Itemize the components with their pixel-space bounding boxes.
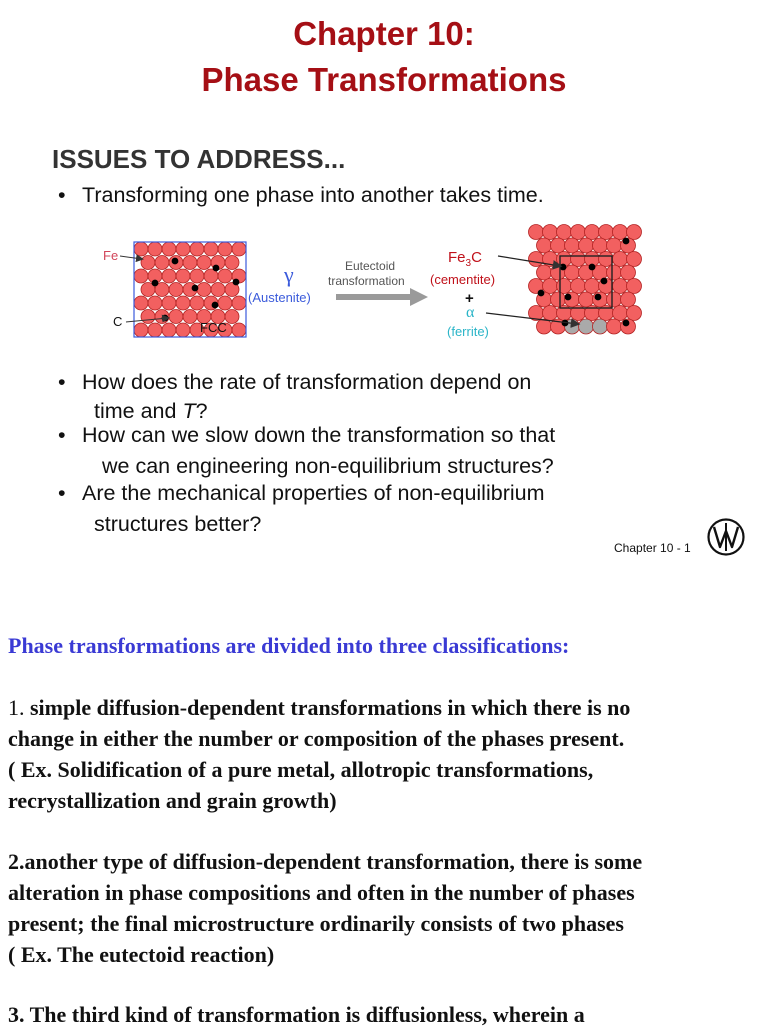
iron-atom — [599, 252, 614, 267]
iron-atom — [537, 238, 552, 253]
issues-heading: ISSUES TO ADDRESS... — [52, 144, 346, 174]
iron-atom — [607, 319, 622, 334]
iron-atom — [613, 279, 628, 294]
ferrite-label: (ferrite) — [447, 324, 489, 339]
iron-atom — [571, 279, 586, 294]
iron-atom — [176, 269, 190, 283]
bullet-4 — [58, 479, 545, 508]
cementite-label: (cementite) — [430, 272, 496, 287]
ferrite-atom — [593, 319, 608, 334]
iron-atom — [232, 296, 246, 310]
fe-pointer — [120, 256, 142, 259]
austenite-label: (Austenite) — [248, 290, 311, 305]
iron-atom — [148, 323, 162, 337]
iron-atom — [585, 225, 600, 240]
iron-atom — [183, 256, 197, 270]
paragraph-2 — [8, 846, 764, 970]
bullet-3 — [58, 421, 555, 450]
iron-atom — [551, 238, 566, 253]
paragraph-1-line: simple diffusion-dependent transformations in which there is no — [24, 695, 631, 720]
paragraph-3 — [8, 999, 764, 1030]
iron-atom — [218, 269, 232, 283]
paragraph-1-line: change in either the number or composition of the phases present. — [8, 726, 625, 751]
iron-atom — [621, 265, 636, 280]
carbon-atom — [595, 294, 601, 300]
iron-atom — [585, 279, 600, 294]
iron-atom — [176, 296, 190, 310]
paragraph-1 — [8, 692, 764, 816]
product-lattice — [529, 225, 642, 335]
arrow-label-line2: transformation — [328, 274, 405, 288]
iron-atom — [190, 296, 204, 310]
iron-atom — [551, 292, 566, 307]
carbon-atom — [623, 238, 629, 244]
iron-atom — [225, 256, 239, 270]
slide-footer: Chapter 10 - 1 — [614, 541, 691, 555]
iron-atom — [218, 242, 232, 256]
bullet-4-text: Are the mechanical properties of non-equilibrium — [82, 481, 545, 505]
iron-atom — [543, 279, 558, 294]
iron-atom — [134, 269, 148, 283]
slide-title-line1: Chapter 10: — [293, 15, 475, 52]
bullet-dot: • — [58, 370, 66, 394]
iron-atom — [627, 225, 642, 240]
iron-atom — [607, 292, 622, 307]
bullet-dot: • — [58, 183, 66, 207]
carbon-atom — [233, 279, 239, 285]
iron-atom — [204, 242, 218, 256]
bullet-2-italic-t: T — [182, 399, 196, 423]
iron-atom — [176, 323, 190, 337]
paragraph-3-line: 3. The third kind of transformation is diffusionless, wherein a — [8, 1002, 585, 1027]
paragraph-1-line: ( Ex. Solidification of a pure metal, allotropic transformations, — [8, 757, 594, 782]
transformation-arrow-head — [410, 288, 428, 306]
iron-atom — [232, 323, 246, 337]
paragraph-2-line: ( Ex. The eutectoid reaction) — [8, 942, 275, 967]
wiley-logo-icon — [706, 517, 746, 557]
ferrite-atom — [579, 319, 594, 334]
paragraph-2-line: present; the final microstructure ordinarily consists of two phases — [8, 911, 624, 936]
carbon-atom — [192, 285, 198, 291]
carbon-atom — [560, 264, 566, 270]
iron-atom — [571, 225, 586, 240]
alpha-symbol: α — [466, 304, 475, 321]
iron-atom — [134, 296, 148, 310]
iron-atom — [557, 279, 572, 294]
iron-atom — [162, 323, 176, 337]
iron-atom — [162, 242, 176, 256]
gamma-symbol: γ — [284, 262, 294, 287]
iron-atom — [190, 242, 204, 256]
bullet-dot: • — [58, 423, 66, 447]
fcc-label: FCC — [200, 320, 227, 335]
bullet-2 — [58, 368, 531, 397]
iron-atom — [565, 265, 580, 280]
iron-atom — [571, 252, 586, 267]
iron-atom — [613, 225, 628, 240]
iron-atom — [148, 296, 162, 310]
carbon-atom — [565, 294, 571, 300]
iron-atom — [141, 310, 155, 324]
bullet-dot: • — [58, 481, 66, 505]
iron-atom — [183, 310, 197, 324]
plus-sign: + — [465, 290, 474, 307]
iron-atom — [169, 310, 183, 324]
iron-atom — [162, 296, 176, 310]
carbon-atom — [601, 278, 607, 284]
fcc-lattice — [134, 242, 246, 337]
carbon-atom — [589, 264, 595, 270]
iron-atom — [197, 283, 211, 297]
paragraph-2-line: alteration in phase compositions and often in the number of phases — [8, 880, 635, 905]
bullet-2-line2: time and — [94, 399, 183, 423]
iron-atom — [155, 256, 169, 270]
iron-atom — [627, 252, 642, 267]
iron-atom — [599, 225, 614, 240]
iron-atom — [134, 242, 148, 256]
fe-label: Fe — [103, 248, 119, 263]
bullet-2-text: How does the rate of transformation depend on — [82, 370, 532, 394]
iron-atom — [621, 292, 636, 307]
iron-atom — [148, 242, 162, 256]
bullet-2-line2-end: ? — [195, 399, 208, 423]
bullet-3-text: How can we slow down the transformation so that — [82, 423, 556, 447]
iron-atom — [613, 306, 628, 321]
iron-atom — [607, 238, 622, 253]
classification-heading: Phase transformations are divided into three classifications: — [8, 633, 570, 658]
iron-atom — [613, 252, 628, 267]
iron-atom — [232, 242, 246, 256]
iron-atom — [218, 296, 232, 310]
carbon-atom — [152, 280, 158, 286]
carbon-atom — [172, 258, 178, 264]
paragraph-2-line: 2.another type of diffusion-dependent transformation, there is some — [8, 849, 643, 874]
iron-atom — [607, 265, 622, 280]
iron-atom — [211, 283, 225, 297]
iron-atom — [579, 292, 594, 307]
bullet-3-continuation: we can engineering non-equilibrium structures? — [102, 454, 554, 478]
arrow-label-line1: Eutectoid — [345, 259, 396, 273]
carbon-atom — [538, 290, 544, 296]
paragraph-1-number: 1. — [8, 695, 25, 720]
bullet-4-continuation: structures better? — [94, 512, 262, 536]
iron-atom — [190, 269, 204, 283]
carbon-atom — [623, 320, 629, 326]
iron-atom — [176, 242, 190, 256]
bullet-1 — [58, 181, 544, 210]
iron-atom — [543, 225, 558, 240]
iron-atom — [565, 238, 580, 253]
iron-atom — [529, 225, 544, 240]
carbon-atom — [212, 302, 218, 308]
iron-atom — [134, 323, 148, 337]
fe3c-label: $Fe_3C$ — [448, 249, 482, 269]
iron-atom — [543, 306, 558, 321]
iron-atom — [537, 265, 552, 280]
iron-atom — [162, 269, 176, 283]
eutectoid-diagram — [0, 218, 768, 353]
iron-atom — [627, 279, 642, 294]
iron-atom — [141, 256, 155, 270]
bullet-1-text: Transforming one phase into another takes time. — [82, 183, 544, 207]
iron-atom — [197, 256, 211, 270]
iron-atom — [557, 225, 572, 240]
iron-atom — [169, 283, 183, 297]
iron-atom — [225, 310, 239, 324]
paragraph-1-line: recrystallization and grain growth) — [8, 788, 337, 813]
iron-atom — [593, 238, 608, 253]
iron-atom — [627, 306, 642, 321]
slide-title-line2: Phase Transformations — [201, 61, 567, 98]
iron-atom — [579, 238, 594, 253]
iron-atom — [537, 319, 552, 334]
c-label: C — [113, 314, 123, 329]
carbon-atom — [213, 265, 219, 271]
iron-atom — [529, 252, 544, 267]
